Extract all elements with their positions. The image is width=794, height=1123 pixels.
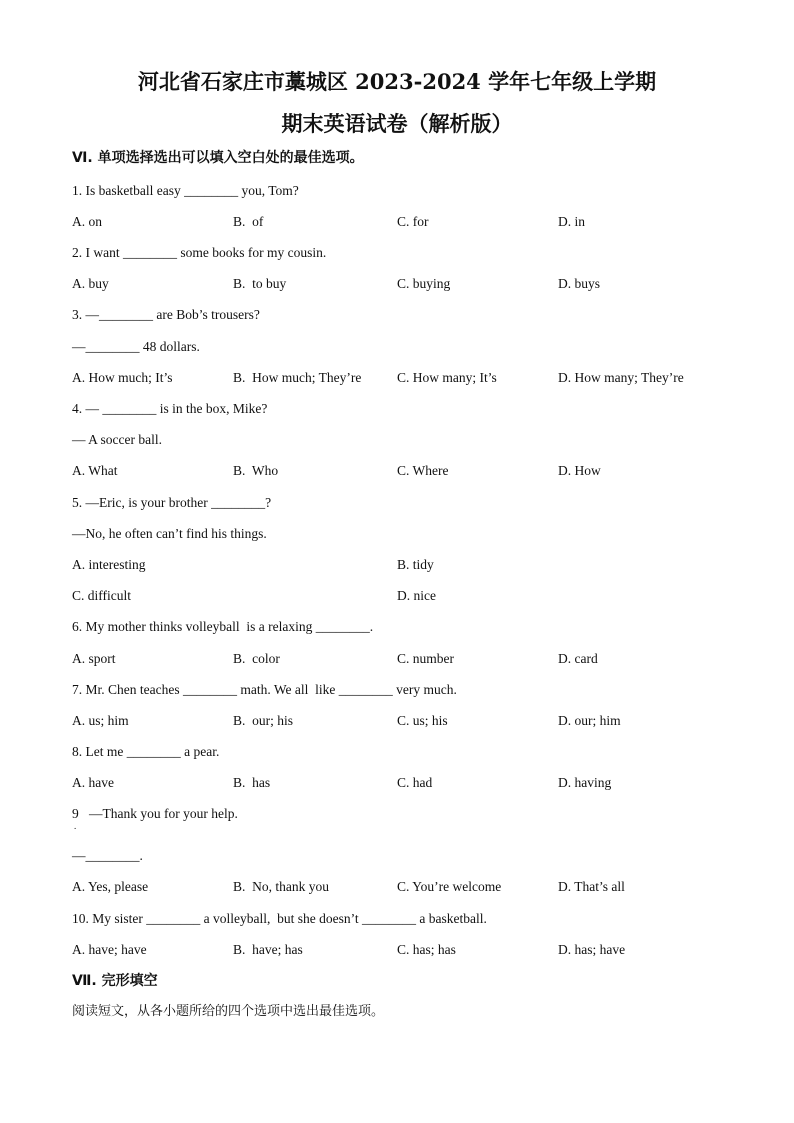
question-7-option-b: B. our; his bbox=[233, 713, 294, 728]
question-6-option-b: B. color bbox=[233, 651, 280, 666]
document-title-line-2: 期末英语试卷（解析版） bbox=[281, 111, 513, 136]
question-1-option-b: B. of bbox=[233, 214, 264, 229]
question-5-option-a: A. interesting bbox=[72, 557, 146, 572]
question-2-stem: 2. I want ________ some books for my cousin. bbox=[72, 245, 327, 260]
question-6-option-d: D. card bbox=[558, 651, 598, 666]
question-2-option-a: A. buy bbox=[72, 276, 109, 291]
section-7-instruction: 阅读短文，从各小题所给的四个选项中选出最佳选项。 bbox=[72, 1004, 385, 1019]
question-10-option-d: D. has; have bbox=[558, 942, 626, 957]
question-7-stem: 7. Mr. Chen teaches ________ math. We all like ________ very much. bbox=[72, 682, 457, 697]
section-6-heading: Ⅵ. 单项选择选出可以填入空白处的最佳选项。 bbox=[72, 150, 364, 166]
question-9-stem: —Thank you for your help. bbox=[89, 806, 238, 821]
question-1-stem: 1. Is basketball easy ________ you, Tom? bbox=[72, 183, 299, 198]
question-6-option-c: C. number bbox=[397, 651, 454, 666]
question-8-option-d: D. having bbox=[558, 775, 612, 790]
question-3-option-a: A. How much; It’s bbox=[72, 370, 173, 385]
question-3-option-c: C. How many; It’s bbox=[397, 370, 497, 385]
question-9-number: 9 bbox=[72, 806, 79, 821]
question-8-stem: 8. Let me ________ a pear. bbox=[72, 744, 220, 759]
question-10-option-b: B. have; has bbox=[233, 942, 303, 957]
question-1-option-d: D. in bbox=[558, 214, 585, 229]
question-3-stem: 3. —________ are Bob’s trousers? bbox=[72, 307, 260, 322]
question-9-answer-line: —________. bbox=[72, 848, 143, 863]
question-6-option-a: A. sport bbox=[72, 651, 116, 666]
question-3-option-d: D. How many; They’re bbox=[558, 370, 684, 385]
question-5-stem: 5. —Eric, is your brother ________? bbox=[72, 495, 272, 510]
question-8-option-c: C. had bbox=[397, 775, 433, 790]
question-4-option-b: B. Who bbox=[233, 463, 279, 478]
question-7-option-d: D. our; him bbox=[558, 713, 621, 728]
question-5-option-d: D. nice bbox=[397, 588, 436, 603]
question-3-option-b: B. How much; They’re bbox=[233, 370, 362, 385]
question-5-option-c: C. difficult bbox=[72, 588, 131, 603]
question-4-stem: 4. — ________ is in the box, Mike? bbox=[72, 401, 268, 416]
question-5-answer-line: —No, he often can’t find his things. bbox=[72, 526, 267, 541]
question-2-option-d: D. buys bbox=[558, 276, 601, 291]
question-4-option-a: A. What bbox=[72, 463, 118, 478]
question-7-option-a: A. us; him bbox=[72, 713, 129, 728]
question-4-option-d: D. How bbox=[558, 463, 601, 478]
question-7-option-c: C. us; his bbox=[397, 713, 448, 728]
question-3-answer-line: —________ 48 dollars. bbox=[72, 339, 200, 354]
question-8-option-b: B. has bbox=[233, 775, 271, 790]
question-1-option-a: A. on bbox=[72, 214, 102, 229]
question-9-option-d: D. That’s all bbox=[558, 879, 625, 894]
question-4-option-c: C. Where bbox=[397, 463, 449, 478]
question-10-stem: 10. My sister ________ a volleyball, but she doesn’t ________ a basketball. bbox=[72, 911, 487, 926]
question-9-dot: . bbox=[74, 821, 77, 831]
question-6-stem: 6. My mother thinks volleyball is a relaxing ________. bbox=[72, 619, 374, 634]
question-10-option-a: A. have; have bbox=[72, 942, 147, 957]
question-2-option-b: B. to buy bbox=[233, 276, 287, 291]
question-2-option-c: C. buying bbox=[397, 276, 451, 291]
question-8-option-a: A. have bbox=[72, 775, 114, 790]
question-1-option-c: C. for bbox=[397, 214, 429, 229]
section-7-heading: Ⅶ. 完形填空 bbox=[72, 973, 158, 989]
question-5-option-b: B. tidy bbox=[397, 557, 434, 572]
document-title-line-1: 河北省石家庄市藁城区 2023-2024 学年七年级上学期 bbox=[137, 69, 657, 94]
question-9-option-b: B. No, thank you bbox=[233, 879, 329, 894]
question-4-answer-line: — A soccer ball. bbox=[72, 432, 162, 447]
question-9-option-a: A. Yes, please bbox=[72, 879, 149, 894]
question-9-option-c: C. You’re welcome bbox=[397, 879, 502, 894]
question-10-option-c: C. has; has bbox=[397, 942, 456, 957]
